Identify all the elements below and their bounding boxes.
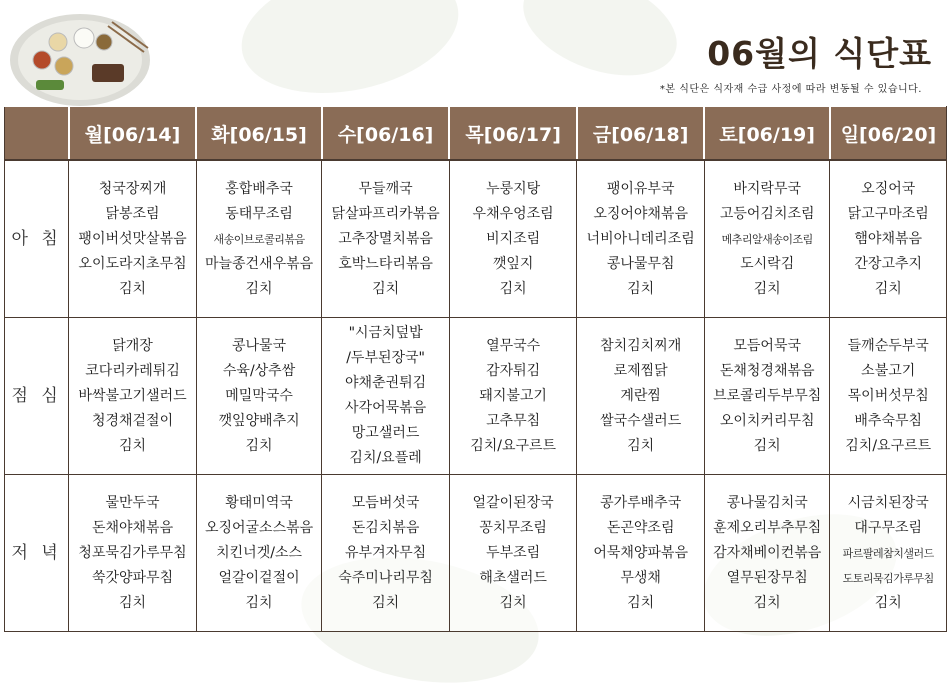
dish-item: 김치	[119, 280, 147, 297]
dish-item: 고추장멸치볶음	[338, 230, 433, 247]
dish-item: 김치	[119, 437, 147, 454]
dish-item: 호박느타리볶음	[338, 255, 433, 272]
dish-item: 쌀국수샐러드	[600, 412, 682, 429]
dish-item: 해초샐러드	[479, 569, 547, 586]
dish-item: 도시락김	[740, 255, 795, 272]
dish-item: 숙주미나리무침	[338, 569, 433, 586]
dish-item: 콩나물국	[232, 337, 287, 354]
day-header: 월[06/14]	[69, 107, 197, 161]
dish-item: 로제찜닭	[613, 362, 668, 379]
dish-item: "시금치덮밥	[348, 325, 423, 341]
dish-item: 콩가루배추국	[600, 494, 682, 511]
dish-item: 닭고구마조림	[847, 205, 929, 222]
dish-item: 대구무조림	[854, 519, 923, 536]
dish-item: 코다리카레튀김	[85, 362, 180, 379]
header-row	[5, 107, 947, 161]
menu-cell	[830, 318, 947, 475]
dish-item: 모듬어묵국	[733, 337, 801, 354]
dish-item: 유부겨자무침	[345, 544, 427, 561]
meal-label: 아 침	[5, 160, 69, 318]
menu-cell	[704, 160, 830, 318]
dish-item: 바지락무국	[733, 180, 801, 197]
dish-item: 목이버섯무침	[847, 387, 929, 404]
dish-item: 열무된장무침	[726, 569, 808, 586]
menu-cell	[196, 160, 322, 318]
dish-item: 오이도라지초무침	[78, 255, 187, 272]
dish-item: 청포묵김가루무침	[78, 544, 187, 561]
meal-schedule-table	[4, 106, 947, 632]
dish-item: 두부조림	[486, 544, 541, 561]
dish-item: 콩나물무침	[606, 255, 675, 272]
dish-item: 김치	[499, 280, 527, 297]
dish-item: 무생채	[620, 569, 661, 586]
menu-cell	[196, 475, 322, 632]
dish-item: 오징어야채볶음	[593, 205, 688, 222]
dish-item: 오징어굴소스볶음	[204, 519, 314, 536]
dish-item: 야채춘권튀김	[345, 375, 427, 391]
dish-item: 김치/요플레	[349, 450, 422, 466]
dish-item: 망고샐러드	[351, 425, 420, 441]
dish-item: 꽁치무조림	[479, 519, 547, 536]
dish-item: 어묵채양파볶음	[593, 544, 688, 561]
menu-cell	[704, 318, 830, 475]
menu-cell	[69, 318, 197, 475]
dish-item: 들깨순두부국	[847, 337, 929, 354]
dish-item: 김치	[245, 437, 273, 454]
dish-item: 얼갈이된장국	[472, 494, 554, 511]
dish-item: 청국장찌개	[98, 180, 167, 197]
dish-item: 배추숙무침	[854, 412, 923, 429]
dish-item: 간장고추지	[854, 255, 923, 272]
dish-item: 팽이유부국	[606, 180, 675, 197]
meal-label: 저 녁	[5, 475, 69, 632]
menu-cell	[449, 475, 577, 632]
dish-item: 김치	[627, 280, 655, 297]
header-corner	[5, 107, 69, 161]
dish-item: 닭봉조림	[105, 205, 160, 222]
dish-item: 감자튀김	[486, 362, 541, 379]
dish-item: 모듬버섯국	[351, 494, 420, 511]
dish-item: 사각어묵볶음	[345, 400, 427, 416]
menu-cell	[704, 475, 830, 632]
dish-item: 쑥갓양파무침	[91, 569, 174, 586]
dish-item: 고추무침	[486, 412, 541, 429]
dish-item: 오이치커리무침	[719, 412, 815, 429]
day-header: 목[06/17]	[449, 107, 577, 161]
meal-row	[5, 318, 947, 475]
menu-cell	[69, 475, 197, 632]
dish-item: 메추리알새송이조림	[721, 232, 813, 246]
dish-item: 김치	[245, 280, 273, 297]
dish-item: 팽이버섯맛살볶음	[78, 230, 187, 247]
dish-item: 누룽지탕	[486, 180, 541, 197]
day-header: 수[06/16]	[322, 107, 450, 161]
dish-item: 계란찜	[620, 387, 661, 404]
menu-cell	[449, 318, 577, 475]
dish-item: 닭개장	[112, 337, 153, 354]
meal-row	[5, 160, 947, 318]
menu-cell	[322, 475, 450, 632]
dish-item: 수육/상추쌈	[222, 362, 296, 379]
food-plate-illustration	[8, 2, 158, 106]
dish-item: 김치	[372, 594, 400, 611]
dish-item: 돈채야채볶음	[91, 519, 174, 536]
dish-item: 너비아니데리조림	[586, 230, 695, 247]
dish-item: 김치	[874, 594, 902, 611]
dish-item: 치킨너겟/소스	[216, 544, 302, 561]
day-header: 화[06/15]	[196, 107, 322, 161]
dish-item: 김치	[753, 437, 781, 454]
dish-item: 닭살파프리카볶음	[331, 205, 440, 222]
dish-item: 열무국수	[486, 337, 541, 354]
meal-label: 점 심	[5, 318, 69, 475]
dish-item: 돼지불고기	[479, 387, 547, 404]
dish-item: 바싹불고기샐러드	[78, 387, 187, 404]
dish-item: 깻잎양배추지	[218, 412, 300, 429]
dish-item: 얼갈이겉절이	[218, 569, 300, 586]
dish-item: 메밀막국수	[225, 387, 293, 404]
menu-cell	[830, 475, 947, 632]
dish-item: 햄야채볶음	[854, 230, 923, 247]
dish-item: 홍합배추국	[225, 180, 293, 197]
dish-item: 오징어국	[861, 180, 916, 197]
dish-item: 청경채겉절이	[91, 412, 174, 429]
dish-item: 돈김치볶음	[351, 519, 420, 536]
meal-row	[5, 475, 947, 632]
dish-item: 깻잎지	[492, 255, 534, 272]
dish-item: 김치/요구르트	[845, 437, 932, 454]
menu-cell	[322, 318, 450, 475]
dish-item: 감자채베이컨볶음	[713, 544, 822, 561]
dish-item: 김치	[499, 594, 527, 611]
background-leaf	[230, 0, 470, 112]
dish-item: 김치	[627, 594, 655, 611]
dish-item: 브로콜리두부무침	[713, 387, 822, 404]
dish-item: 도토리묵김가루무침	[842, 571, 934, 585]
dish-item: 무들깨국	[358, 180, 413, 197]
menu-cell	[196, 318, 322, 475]
dish-item: /두부된장국"	[346, 350, 425, 366]
menu-cell	[830, 160, 947, 318]
menu-cell	[69, 160, 197, 318]
dish-item: 훈제오리부추무침	[713, 519, 822, 536]
dish-item: 물만두국	[105, 494, 160, 511]
dish-item: 돈곤약조림	[606, 519, 675, 536]
dish-item: 김치	[119, 594, 147, 611]
day-header: 일[06/20]	[830, 107, 947, 161]
menu-cell	[577, 318, 705, 475]
dish-item: 마늘종건새우볶음	[204, 255, 314, 272]
dish-item: 콩나물김치국	[726, 494, 808, 511]
menu-cell	[577, 475, 705, 632]
day-header: 금[06/18]	[577, 107, 705, 161]
menu-cell	[577, 160, 705, 318]
dish-item: 김치	[874, 280, 902, 297]
dish-item: 김치/요구르트	[470, 437, 557, 454]
day-header: 토[06/19]	[704, 107, 830, 161]
dish-item: 돈채청경채볶음	[719, 362, 815, 379]
dish-item: 새송이브로콜리볶음	[213, 232, 305, 246]
dish-item: 김치	[753, 280, 781, 297]
dish-item: 김치	[372, 280, 400, 297]
dish-item: 김치	[245, 594, 273, 611]
page-title: 06월의 식단표	[707, 34, 932, 73]
dish-item: 파르팔레참치샐러드	[842, 546, 934, 560]
dish-item: 시금치된장국	[847, 494, 929, 511]
change-notice: *본 식단은 식자재 수급 사정에 따라 변동될 수 있습니다.	[659, 84, 922, 95]
dish-item: 우채우엉조림	[472, 205, 554, 222]
dish-item: 참치김치찌개	[600, 337, 682, 354]
dish-item: 김치	[627, 437, 655, 454]
dish-item: 황태미역국	[225, 494, 293, 511]
dish-item: 고등어김치조림	[719, 205, 815, 222]
dish-item: 비지조림	[486, 230, 541, 247]
dish-item: 소불고기	[861, 362, 916, 379]
menu-cell	[322, 160, 450, 318]
dish-item: 동태무조림	[225, 205, 293, 222]
dish-item: 김치	[753, 594, 781, 611]
menu-cell	[449, 160, 577, 318]
